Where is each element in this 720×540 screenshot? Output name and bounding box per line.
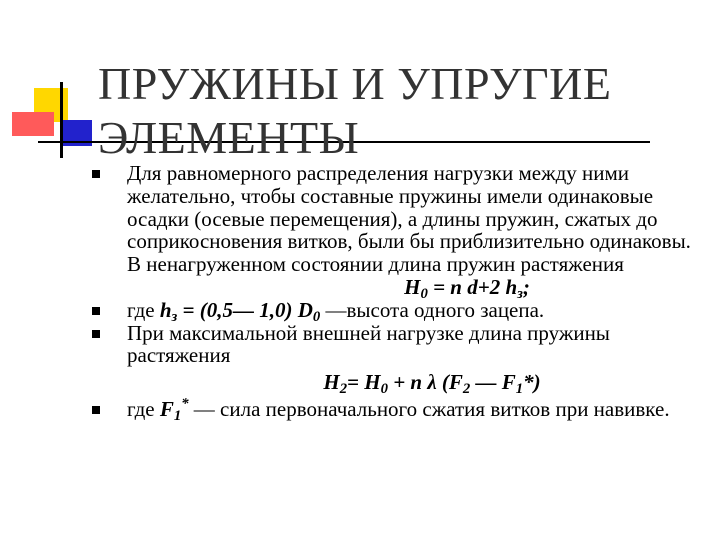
item-text: где $h_з$ = (0,5— 1,0) $D_0$ —высота одного зацепа. — [127, 297, 545, 325]
list-item — [92, 322, 702, 368]
formula-h0: $H_0 = n$ d+2 $h_з$; — [404, 274, 530, 302]
bullet-icon — [92, 406, 100, 414]
item-text: где $F_1^*$ — сила первоначального сжатия витков при навивке. — [127, 395, 670, 424]
slide-title: ПРУЖИНЫ И УПРУГИЕ ЭЛЕМЕНТЫ — [98, 57, 612, 163]
list-item — [92, 297, 702, 325]
list-item — [92, 162, 702, 276]
bullet-icon — [92, 170, 100, 178]
ornament-red-square — [12, 112, 54, 136]
formula-h2: $H_2= H_0 + n$ λ ($F_2$ — $F_1*$) — [323, 370, 541, 398]
item-text: Для равномерного распределения нагрузки между ними желательно, чтобы составные пружины имели одинаковые осадки (осевые перемещения), а длины пружин, сжатых до соприкосновения витков, были бы приблизительно одинаковы. В ненагруженном состоянии длина пружин растяжения — [127, 161, 691, 277]
slide-content — [92, 161, 702, 424]
bullet-icon — [92, 330, 100, 338]
bullet-icon — [92, 307, 100, 315]
ornament-vertical-line — [60, 82, 63, 158]
item-text: При максимальной внешней нагрузке длина пружины растяжения — [127, 320, 610, 368]
list-item — [92, 395, 702, 424]
